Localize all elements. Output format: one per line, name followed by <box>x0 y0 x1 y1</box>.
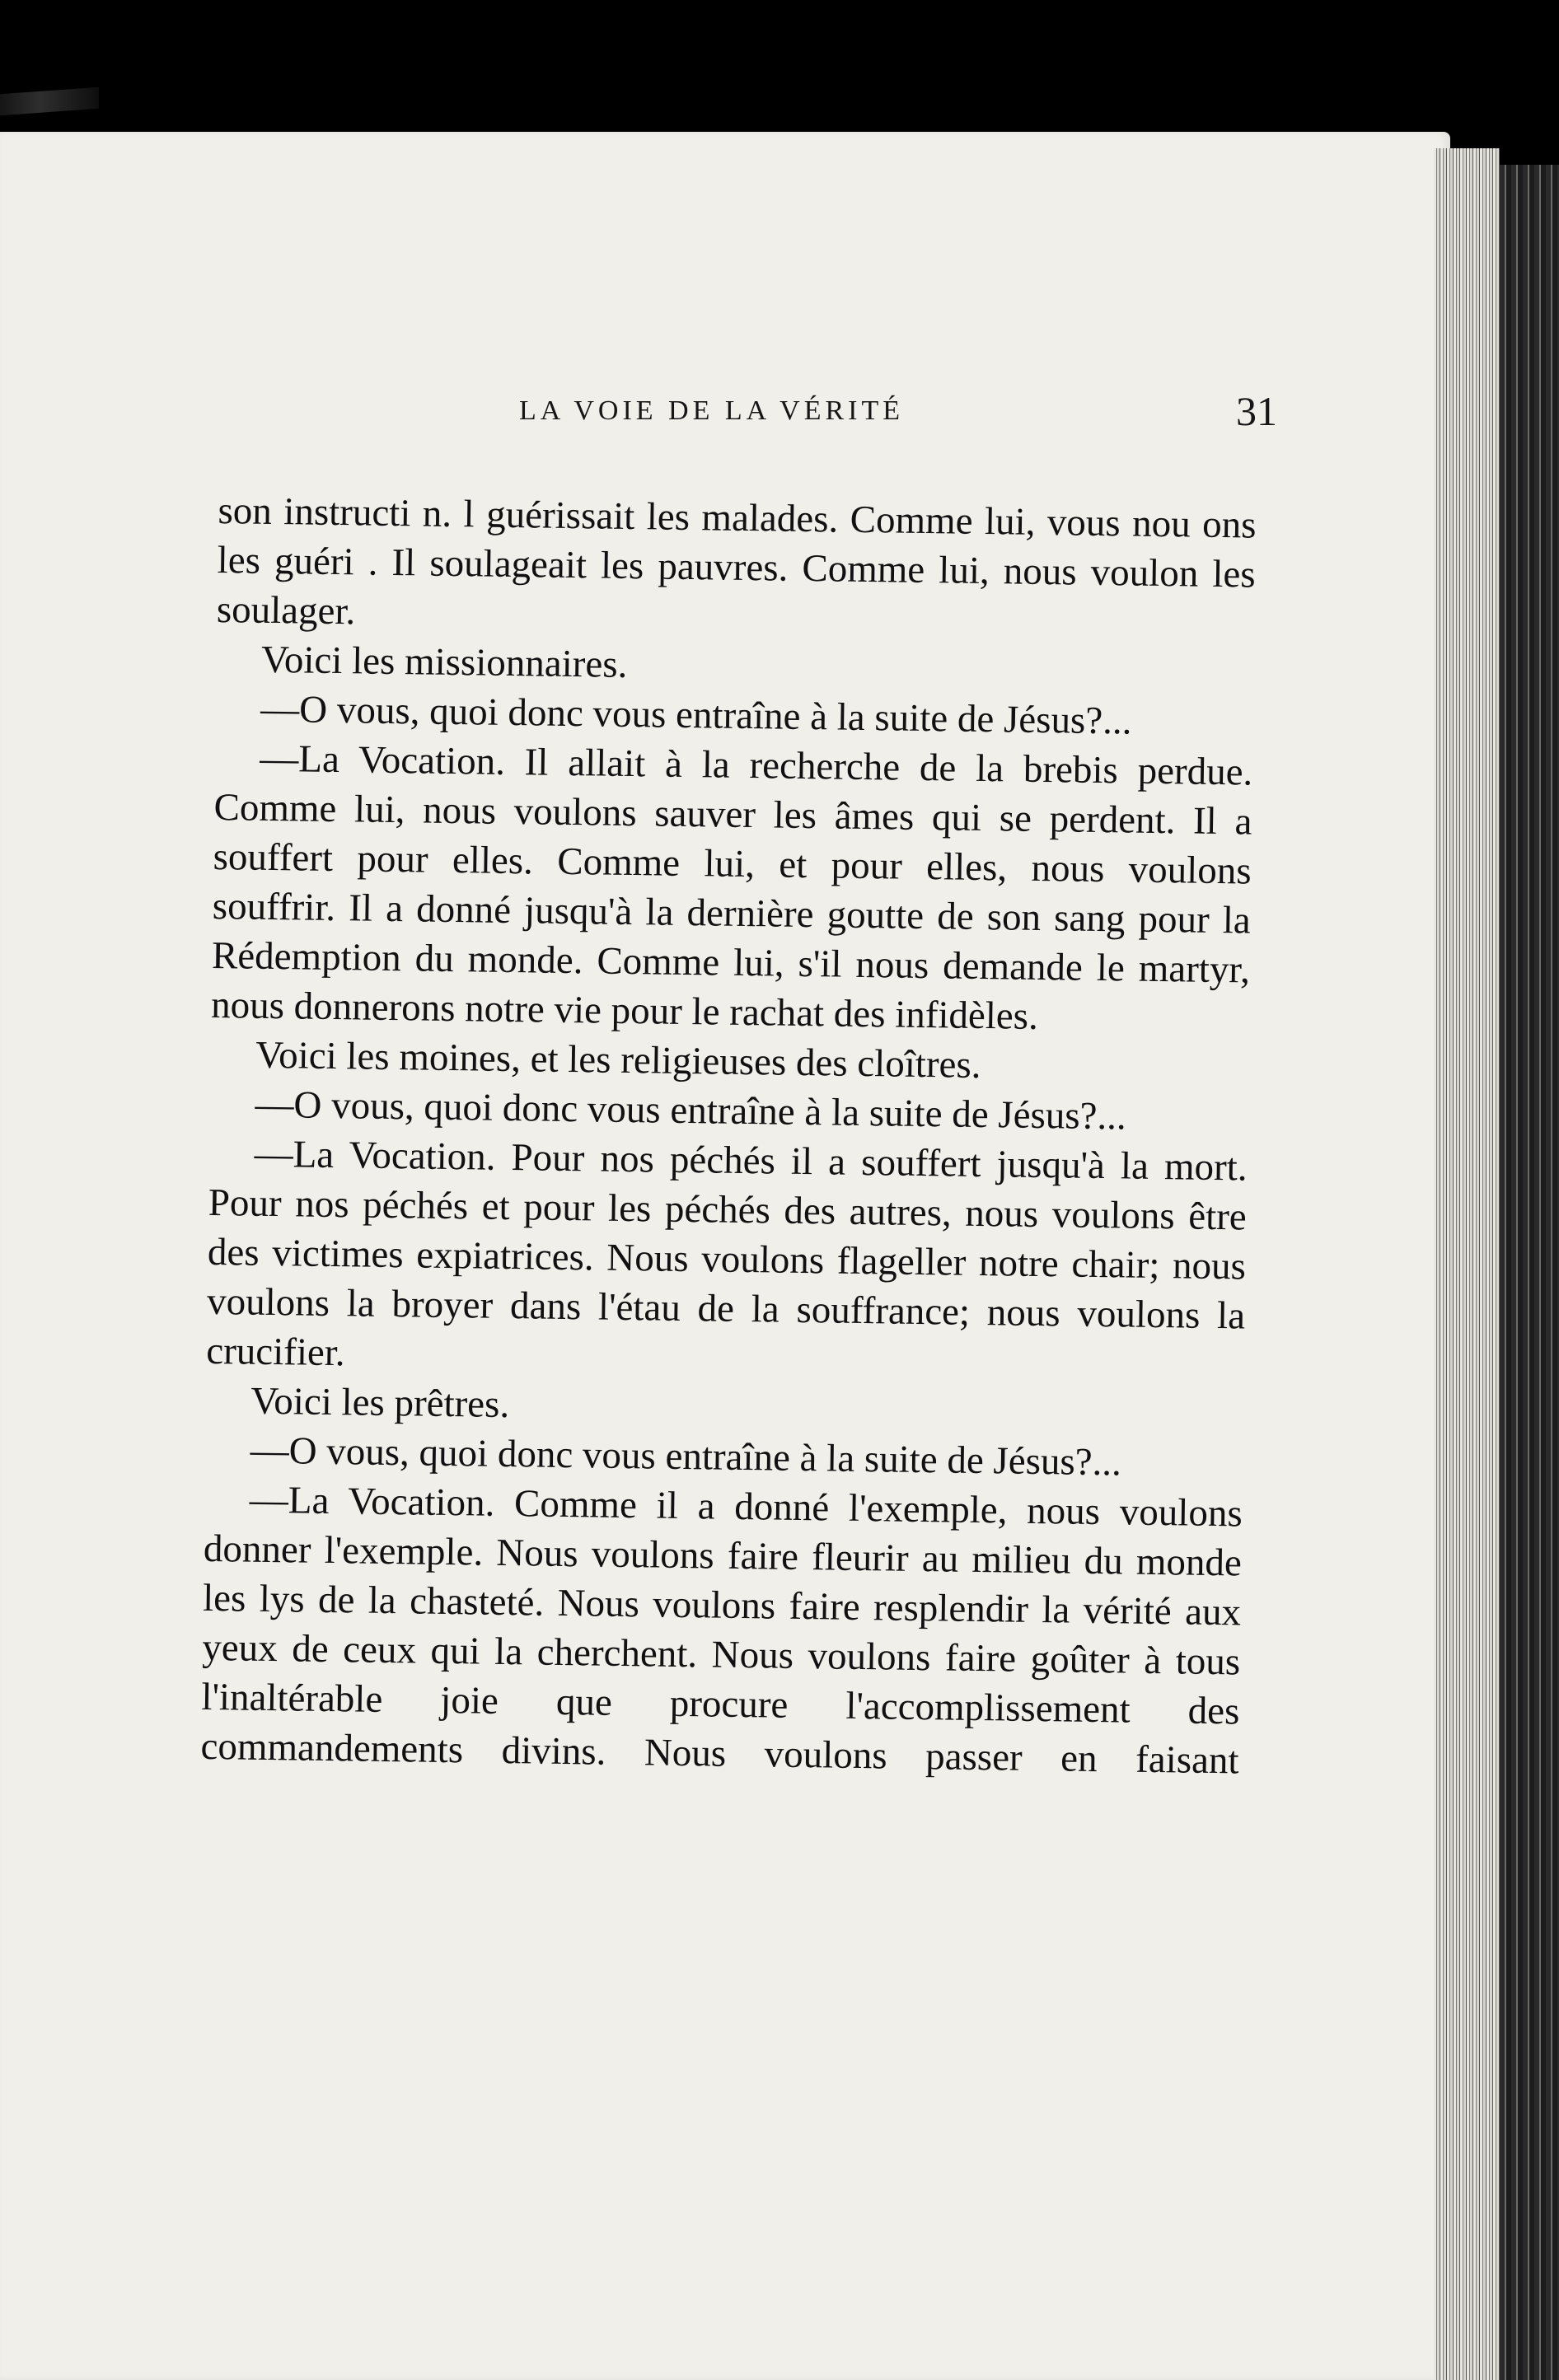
paragraph: —La Vocation. Il allait à la recherche de la brebis perdue. Comme lui, nous voulons sauver les âmes qui se perdent. Il a souffert pour elles. Comme lui, et pour elles, nous voulons souffrir. Il a donné jusqu'à la dernière goutte de son sang pour la Rédemption du monde. Comme lui, s'il nous demande le martyr, nous donnerons notre vie pour le rachat des infidèles. <box>210 736 1253 1038</box>
paragraph: —O vous, quoi donc vous entraîne à la suite de Jésus?... <box>260 687 1132 743</box>
book-fore-edge <box>1500 165 1559 2380</box>
paragraph: son instructi n. l guérissait les malades. Comme lui, vous nou ons les guéri . Il soulageait les pauvres. Comme lui, nous voulon les soulager. <box>216 489 1257 634</box>
paragraph: Voici les moines, et les religieuses des cloîtres. <box>255 1033 981 1087</box>
page-header <box>206 387 1277 453</box>
paragraph: —La Vocation. Pour nos péchés il a souffert jusqu'à la mort. Pour nos péchés et pour les péchés des autres, nous voulons être des victimes expiatrices. Nous voulons flageller notre chair; nous voulons la broyer dans l'étau de la souffrance; nous voulons la crucifier. <box>205 1132 1248 1375</box>
body-text <box>200 486 1257 1785</box>
running-title: LA VOIE DE LA VÉRITÉ <box>519 395 905 426</box>
paragraph: Voici les prêtres. <box>250 1379 510 1427</box>
paragraph: —La Vocation. Comme il a donné l'exemple, nous voulons donner l'exemple. Nous voulons faire fleurir au milieu du monde les lys de la chasteté. Nous voulons faire resplendir la vérité aux yeux de ceux qui la cherchent. Nous voulons faire goûter à tous l'inaltérable joie que procure l'accomplissement des commandements divins. Nous voulons passer en faisant <box>200 1478 1243 1783</box>
page-number: 31 <box>1236 388 1277 434</box>
scan-edge-mark <box>0 87 99 115</box>
paragraph: —O vous, quoi donc vous entraîne à la suite de Jésus?... <box>255 1082 1127 1139</box>
paragraph: Voici les missionnaires. <box>260 638 628 686</box>
page-stack-edges <box>1434 148 1500 2380</box>
paragraph: —O vous, quoi donc vous entraîne à la suite de Jésus?... <box>250 1428 1122 1485</box>
